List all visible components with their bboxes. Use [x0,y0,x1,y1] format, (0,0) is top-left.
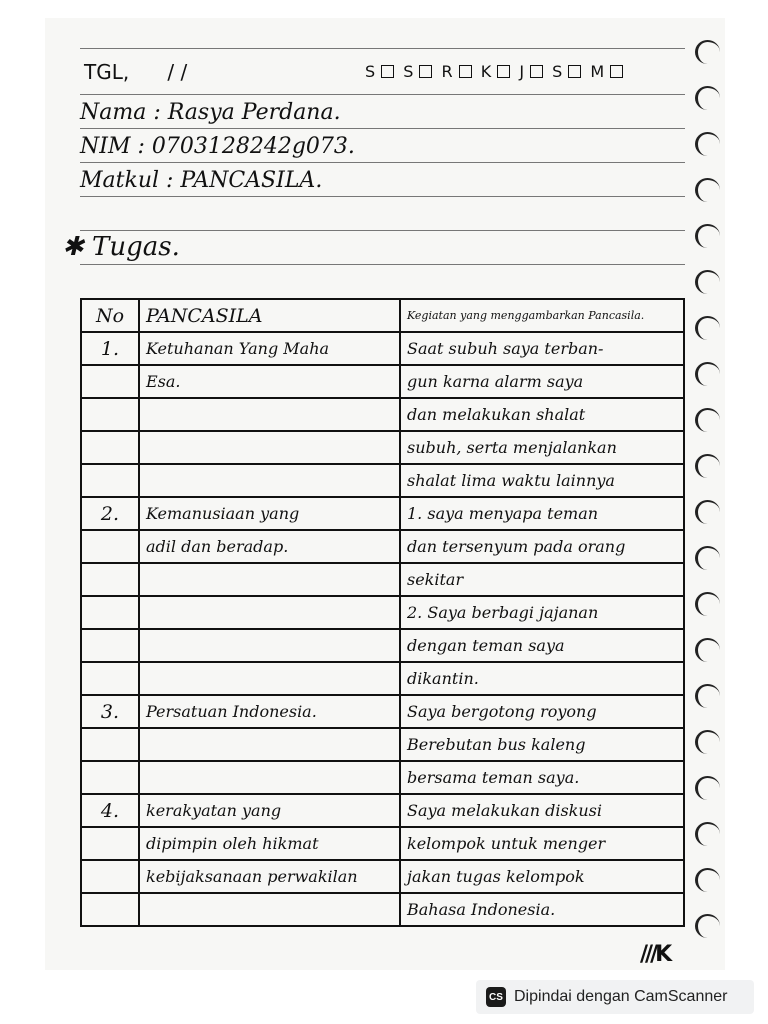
cell-pancasila [139,596,400,629]
pancasila-table [80,298,685,927]
ring-icon [695,408,720,432]
table-row [81,794,684,827]
ring-icon [695,40,720,64]
ring-icon [695,914,720,938]
cell-pancasila [139,728,400,761]
ring-icon [695,224,720,248]
day-box [497,65,510,78]
table-row [81,695,684,728]
cell-pancasila: Esa. [139,365,400,398]
cell-kegiatan: dengan teman saya [400,629,684,662]
ring-icon [695,822,720,846]
ring-icon [695,362,720,386]
camscanner-icon: CS [486,987,506,1007]
cell-no [81,662,139,695]
day-box [610,65,623,78]
ring-icon [695,132,720,156]
table-row [81,365,684,398]
cell-no [81,893,139,926]
table-row [81,464,684,497]
day-box [381,65,394,78]
ring-icon [695,730,720,754]
cell-kegiatan: dan melakukan shalat [400,398,684,431]
table-header-row [81,299,684,332]
ruled-line [80,264,685,265]
cell-pancasila [139,398,400,431]
camscanner-label: Dipindai dengan CamScanner [514,988,728,1005]
cell-pancasila: Persatuan Indonesia. [139,695,400,728]
nim-line: NIM : 0703128242g073. [80,134,355,159]
ring-icon [695,270,720,294]
cell-no: 3. [81,695,139,728]
date-header [80,60,680,90]
table-row [81,728,684,761]
table-row [81,431,684,464]
cell-no [81,860,139,893]
table-row [81,662,684,695]
ring-icon [695,638,720,662]
cell-no [81,431,139,464]
day-box [419,65,432,78]
spiral-binding [695,40,725,940]
cell-kegiatan: gun karna alarm saya [400,365,684,398]
cell-kegiatan: bersama teman saya. [400,761,684,794]
ring-icon [695,868,720,892]
cell-no [81,464,139,497]
table-row [81,761,684,794]
ring-icon [695,454,720,478]
ring-icon [695,178,720,202]
day-box [459,65,472,78]
table-row [81,827,684,860]
cell-pancasila: kerakyatan yang [139,794,400,827]
cell-pancasila [139,563,400,596]
ruled-line [80,48,685,49]
cell-kegiatan: sekitar [400,563,684,596]
cell-pancasila [139,431,400,464]
cell-no [81,827,139,860]
ring-icon [695,316,720,340]
cell-no [81,761,139,794]
table-row [81,893,684,926]
cell-pancasila: adil dan beradap. [139,530,400,563]
ring-icon [695,776,720,800]
date-label: TGL, / / [84,60,188,84]
table-row [81,398,684,431]
cell-kegiatan: Bahasa Indonesia. [400,893,684,926]
cell-no [81,398,139,431]
col-header-pancasila: PANCASILA [139,299,400,332]
ring-icon [695,500,720,524]
cell-kegiatan: 2. Saya berbagi jajanan [400,596,684,629]
cell-no [81,563,139,596]
cell-kegiatan: dikantin. [400,662,684,695]
ruled-line [80,230,685,231]
cell-pancasila: Kemanusiaan yang [139,497,400,530]
ring-icon [695,592,720,616]
cell-no [81,629,139,662]
table-row [81,530,684,563]
col-header-no: No [81,299,139,332]
day-checkboxes: S S R K J S M [365,62,627,81]
cell-kegiatan: shalat lima waktu lainnya [400,464,684,497]
cell-kegiatan: jakan tugas kelompok [400,860,684,893]
cell-no [81,530,139,563]
name-line: Nama : Rasya Perdana. [80,100,341,125]
ring-icon [695,86,720,110]
cell-kegiatan: 1. saya menyapa teman [400,497,684,530]
ruled-line [80,196,685,197]
cell-pancasila [139,761,400,794]
table-row [81,860,684,893]
cell-no: 2. [81,497,139,530]
cell-no: 4. [81,794,139,827]
camscanner-badge [476,980,754,1014]
table-body [81,332,684,926]
ring-icon [695,684,720,708]
cell-kegiatan: Berebutan bus kaleng [400,728,684,761]
cell-kegiatan: Saat subuh saya terban- [400,332,684,365]
cell-no: 1. [81,332,139,365]
cell-kegiatan: Saya melakukan diskusi [400,794,684,827]
cell-pancasila [139,464,400,497]
ruled-line [80,162,685,163]
cell-kegiatan: subuh, serta menjalankan [400,431,684,464]
ruled-line [80,94,685,95]
cell-kegiatan: kelompok untuk menger [400,827,684,860]
ring-icon [695,546,720,570]
day-box [530,65,543,78]
cell-kegiatan: dan tersenyum pada orang [400,530,684,563]
cell-pancasila: dipimpin oleh hikmat [139,827,400,860]
cell-no [81,596,139,629]
cell-kegiatan: Saya bergotong royong [400,695,684,728]
cell-no [81,728,139,761]
table-row [81,629,684,662]
table-row [81,596,684,629]
table-row [81,332,684,365]
cell-pancasila [139,662,400,695]
task-title: ✱ Tugas. [62,232,180,262]
ruled-line [80,128,685,129]
cell-pancasila [139,629,400,662]
cell-pancasila: Ketuhanan Yang Maha [139,332,400,365]
cell-no [81,365,139,398]
cell-pancasila [139,893,400,926]
notebook-brand-logo: ///K [640,942,670,967]
course-line: Matkul : PANCASILA. [80,168,323,193]
day-box [568,65,581,78]
table-row [81,563,684,596]
table-row [81,497,684,530]
col-header-kegiatan: Kegiatan yang menggambarkan Pancasila. [400,299,684,332]
cell-pancasila: kebijaksanaan perwakilan [139,860,400,893]
